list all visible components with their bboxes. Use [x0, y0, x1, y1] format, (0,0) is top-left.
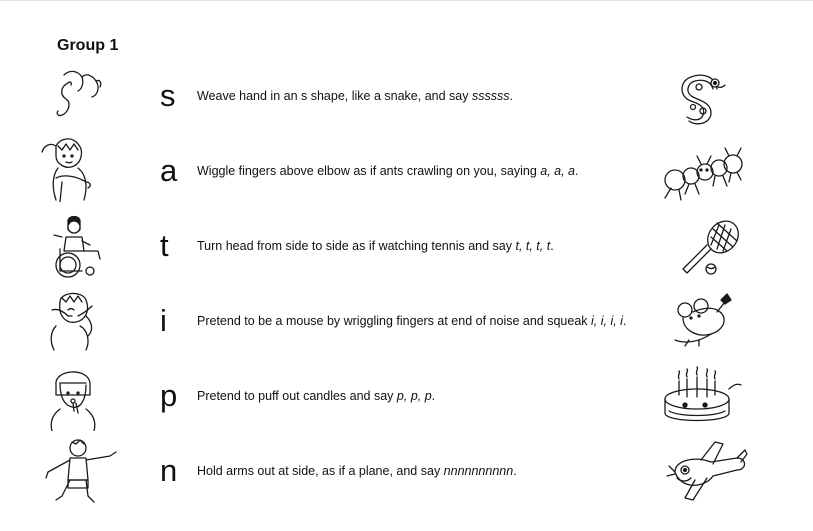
- instruction-t: [197, 211, 554, 281]
- instruction-i: [197, 286, 626, 356]
- instruction-end: .: [431, 389, 436, 403]
- instruction-end: .: [509, 89, 513, 103]
- letter-n: n: [160, 453, 178, 488]
- girl-ants-action-icon: [38, 136, 120, 206]
- instruction-text: Hold arms out at side, as if a plane, and say: [197, 464, 444, 478]
- phonics-row-t: [0, 211, 813, 286]
- instruction-end: .: [513, 464, 517, 478]
- child-wheelchair-icon: [38, 211, 120, 281]
- letter-p: p: [160, 378, 178, 413]
- tennis-racket-icon: [655, 211, 750, 281]
- instruction-text: Turn head from side to side as if watching tennis and say: [197, 239, 516, 253]
- letter-a: a: [160, 153, 178, 188]
- boy-plane-action-icon: [38, 436, 120, 506]
- instruction-end: .: [622, 314, 627, 328]
- mouse-icon: [655, 286, 750, 356]
- instruction-p: [197, 361, 435, 431]
- snake-s-icon: [655, 61, 750, 131]
- birthday-cake-icon: [655, 361, 750, 431]
- letter-i: i: [160, 303, 167, 338]
- sound-text: t, t, t, t: [515, 239, 551, 253]
- hand-snake-action-icon: [38, 61, 120, 131]
- letter-s: s: [160, 78, 176, 113]
- page-top-border: [0, 0, 813, 1]
- girl-puffing-icon: [38, 361, 120, 431]
- ants-icon: [655, 136, 750, 206]
- sound-text: nnnnnnnnnn: [443, 464, 514, 478]
- letter-t: t: [160, 228, 169, 263]
- instruction-text: Wiggle fingers above elbow as if ants crawling on you, saying: [197, 164, 541, 178]
- phonics-row-a: [0, 136, 813, 211]
- instruction-a: [197, 136, 578, 206]
- instruction-s: [197, 61, 513, 131]
- sound-text: ssssss: [471, 89, 510, 103]
- instruction-text: Pretend to puff out candles and say: [197, 389, 397, 403]
- instruction-n: [197, 436, 517, 506]
- phonics-row-p: [0, 361, 813, 436]
- instruction-text: Weave hand in an s shape, like a snake, and say: [197, 89, 472, 103]
- instruction-text: Pretend to be a mouse by wriggling fingers at end of noise and squeak: [197, 314, 592, 328]
- phonics-row-s: [0, 61, 813, 136]
- instruction-end: .: [575, 164, 579, 178]
- sound-text: p, p, p: [396, 389, 432, 403]
- child-mouse-action-icon: [38, 286, 120, 356]
- page-title: Group 1: [57, 37, 119, 54]
- airplane-icon: [655, 436, 750, 506]
- sound-text: a, a, a: [540, 164, 575, 178]
- instruction-end: .: [550, 239, 554, 253]
- phonics-row-i: [0, 286, 813, 361]
- sound-text: i, i, i, i: [591, 314, 623, 328]
- phonics-row-n: [0, 436, 813, 511]
